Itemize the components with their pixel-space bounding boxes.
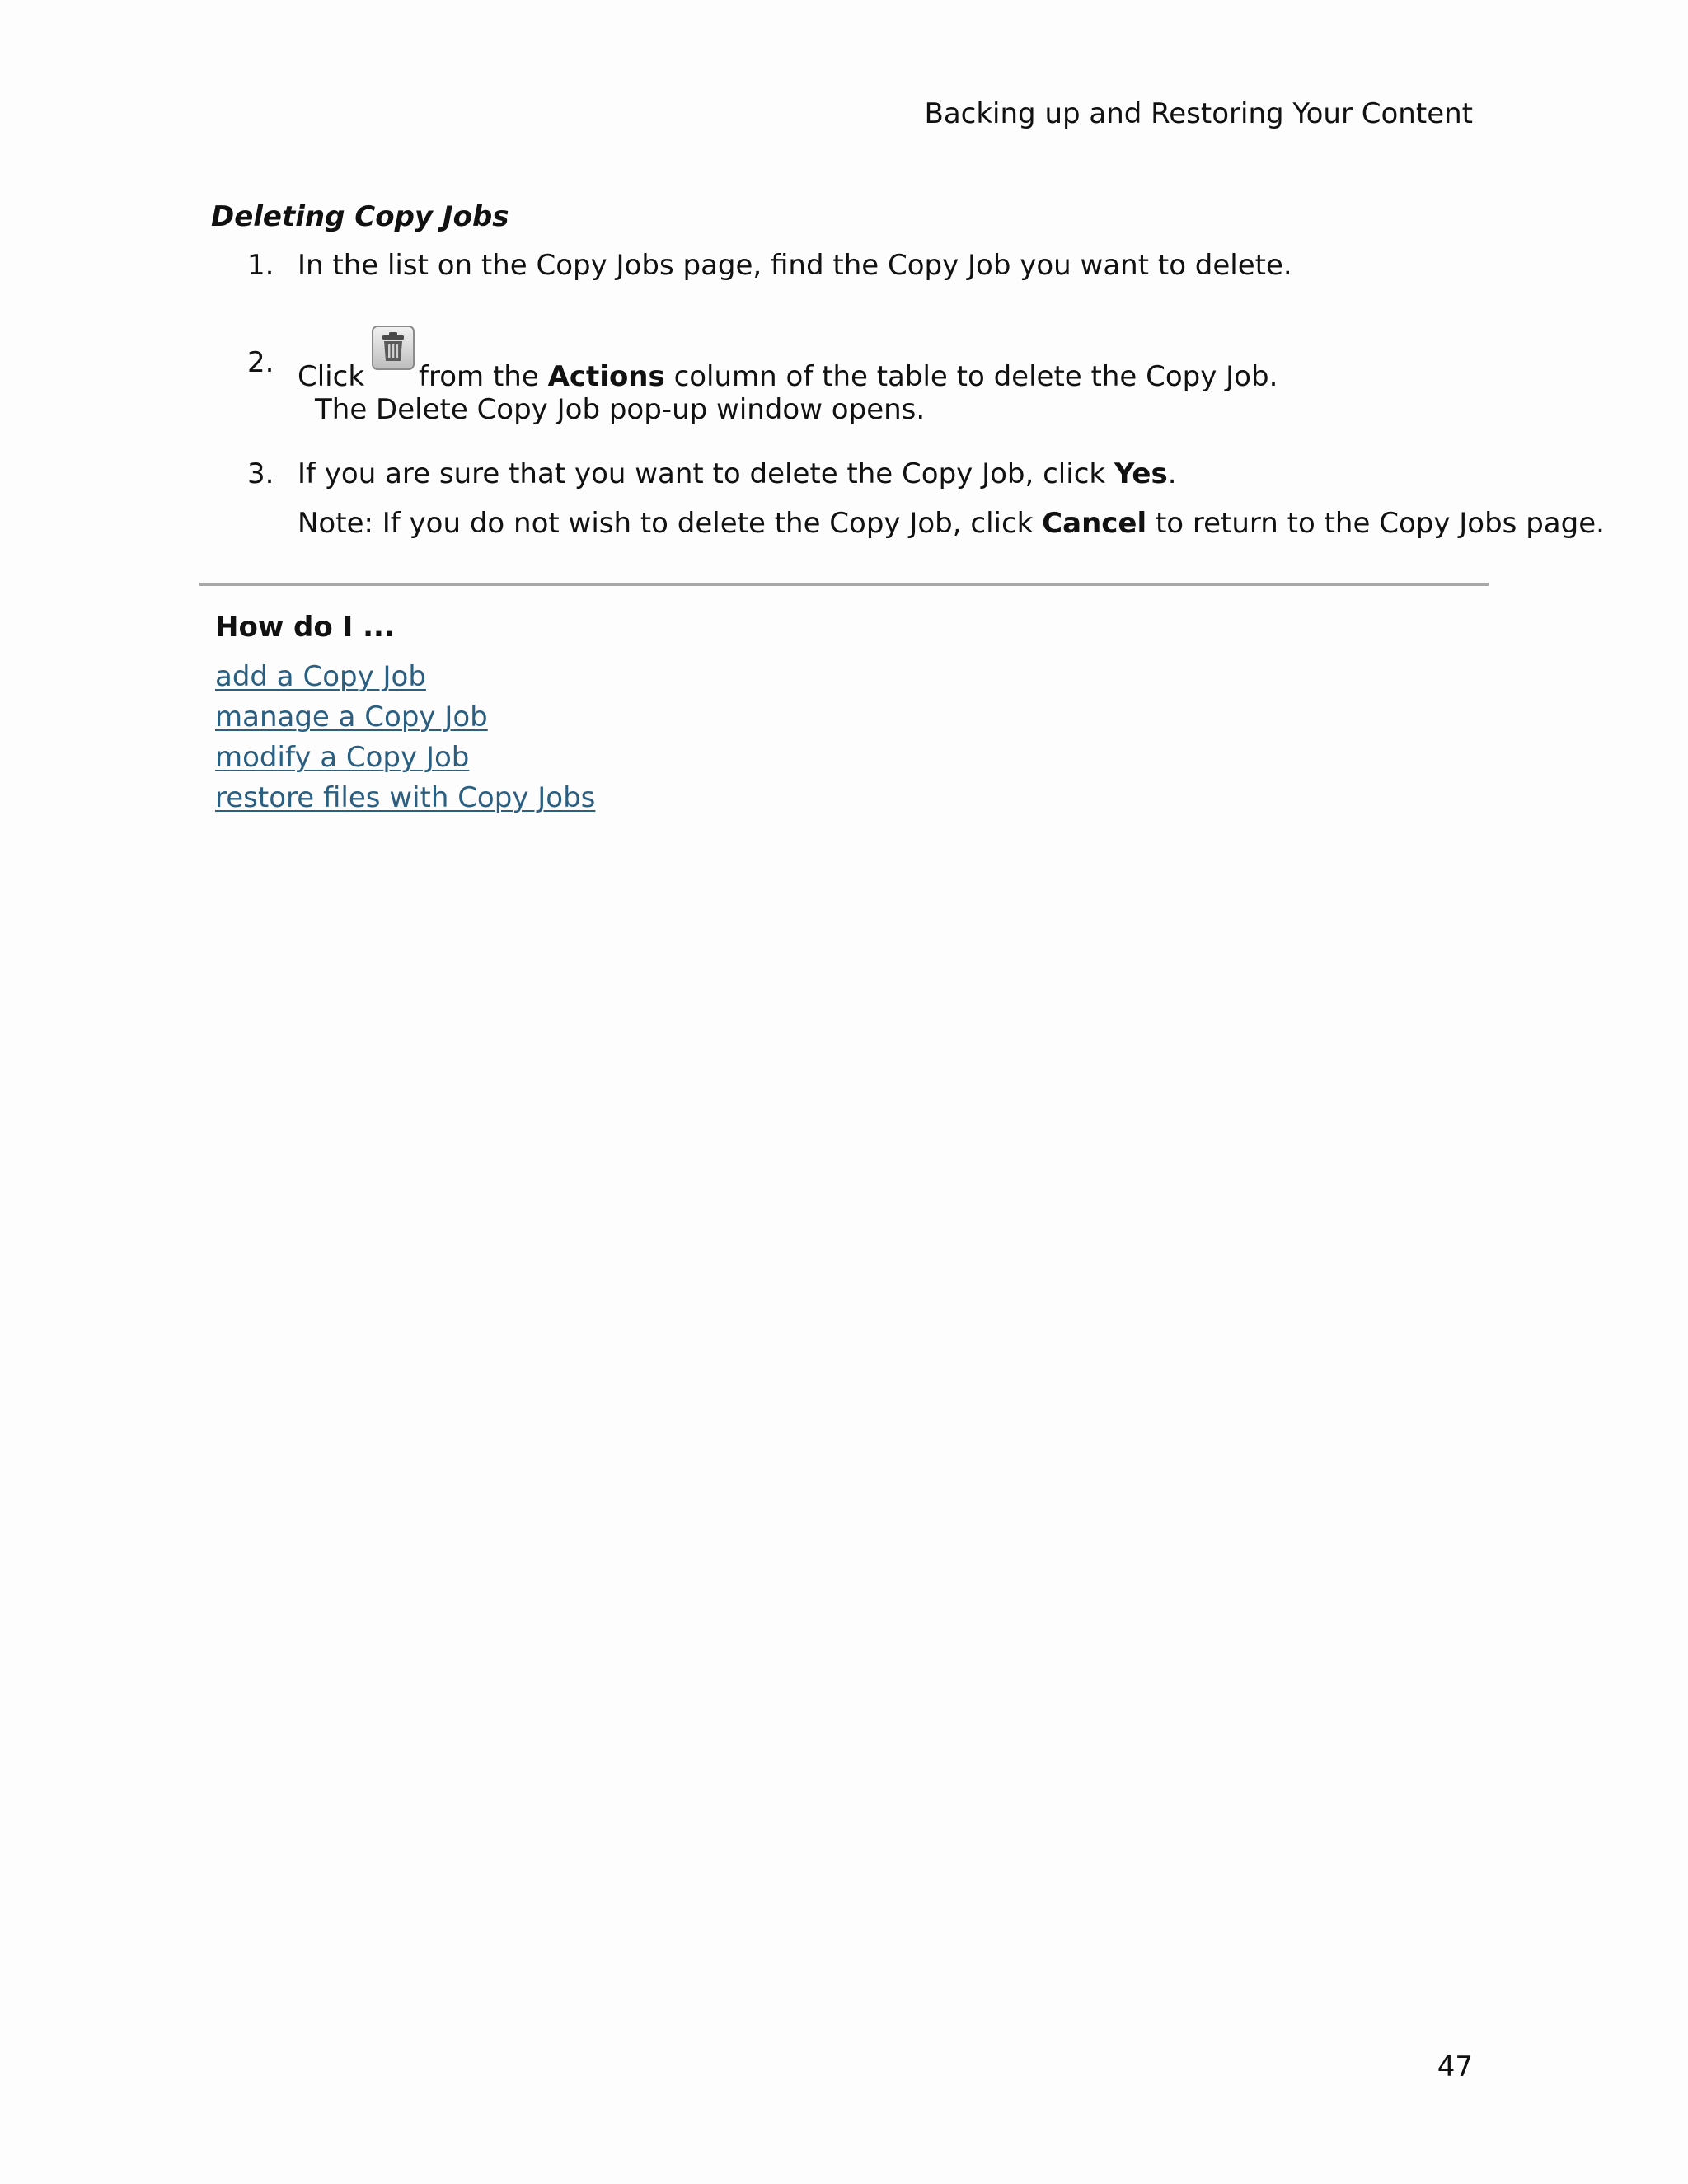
step-text-click: Click (298, 360, 365, 393)
section-divider (199, 583, 1489, 586)
note-text-main: Note: If you do not wish to delete the Copy Job, click (298, 507, 1034, 540)
link-manage-copy-job[interactable]: manage a Copy Job (215, 701, 488, 733)
step-result: The Delete Copy Job pop-up window opens. (315, 393, 926, 426)
link-add-copy-job[interactable]: add a Copy Job (215, 660, 426, 693)
running-header: Backing up and Restoring Your Content (924, 97, 1473, 130)
step-text (298, 456, 1177, 492)
actions-term: Actions (547, 360, 665, 393)
link-modify-copy-job[interactable]: modify a Copy Job (215, 741, 470, 774)
step-text-from: from the (419, 360, 539, 393)
note-text-rest: to return to the Copy Jobs page. (1155, 507, 1605, 540)
page-number: 47 (1437, 2050, 1473, 2083)
step-text-main: If you are sure that you want to delete the Copy Job, click (298, 457, 1106, 490)
how-do-i-title: How do I ... (215, 611, 395, 644)
cancel-term: Cancel (1042, 507, 1147, 540)
step-text (298, 344, 1278, 395)
yes-term: Yes (1114, 457, 1168, 490)
step-text-period: . (1167, 457, 1177, 490)
link-restore-files[interactable]: restore files with Copy Jobs (215, 781, 596, 814)
how-do-i-links (215, 657, 595, 818)
trash-icon (371, 325, 415, 371)
step-text-rest: column of the table to delete the Copy Job. (673, 360, 1278, 393)
step-number: 3. (247, 457, 274, 490)
step-text: In the list on the Copy Jobs page, find the Copy Job you want to delete. (298, 249, 1292, 282)
step-number: 2. (247, 346, 274, 379)
step-note (298, 505, 1605, 541)
step-number: 1. (247, 249, 274, 282)
section-title: Deleting Copy Jobs (211, 200, 509, 233)
